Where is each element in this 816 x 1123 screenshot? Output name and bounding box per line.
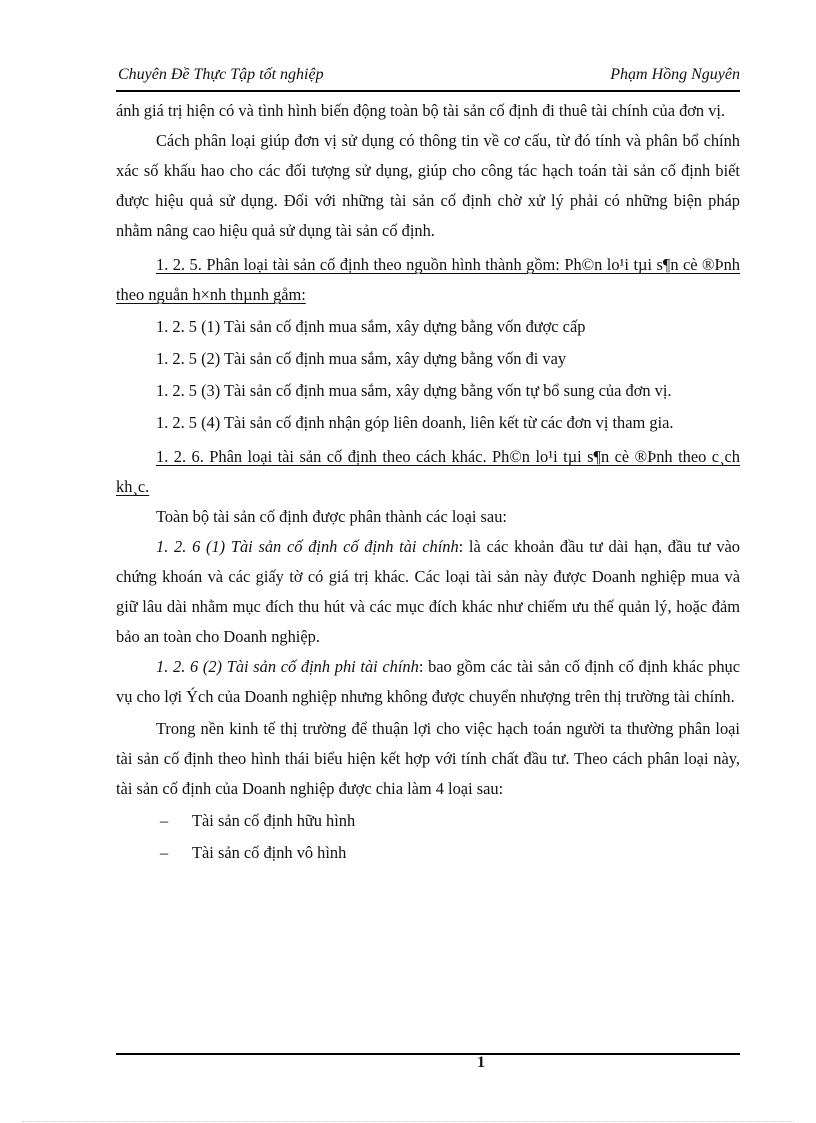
definition-financial-fixed-assets: : là các khoản đầu tư dài hạn, đầu tư vào chứng khoán và các giấy tờ có giá trị khác. Các loại tài sản này được Doanh nghiệp mua và giữ lâu dài nhằm mục đích thu hút và các mục đích khác như chiếm ưu thế quản lý, hoặc đảm bảo an toàn cho Doanh nghiệp. [116,537,740,646]
list-item-1-2-5-4: 1. 2. 5 (4) Tài sản cố định nhận góp liên doanh, liên kết từ các đơn vị tham gia. [156,413,674,432]
paragraph-financial-fixed-assets [116,532,740,652]
term-financial-fixed-assets: 1. 2. 6 (1) Tài sản cố định cố định tài chính [156,537,459,556]
header-author-name: Phạm Hồng Nguyên [610,66,740,83]
page-header [116,64,740,92]
document-body [116,96,740,868]
page-number: 1 [477,1054,485,1071]
bullet-item-intangible [116,838,740,868]
header-document-title: Chuyên Đề Thực Tập tốt nghiệp [118,66,324,83]
paragraph-continuation: ánh giá trị hiện có và tình hình biến động toàn bộ tài sản cố định đi thuê tài chính của đơn vị. [116,101,726,120]
section-heading-1-2-6-text: 1. 2. 6. Phân loại tài sản cố định theo cách khác. Ph©n lo¹i tµi s¶n cè ®Þnh theo c¸ch kh¸c. [116,447,740,496]
bullet-item-tangible [116,806,740,836]
page-break-divider [22,1121,794,1122]
list-item-1-2-5-2: 1. 2. 5 (2) Tài sản cố định mua sắm, xây dựng bằng vốn đi vay [156,349,567,368]
dash-bullet-icon: – [160,811,169,830]
definition-non-financial-fixed-assets: : bao gồm các tài sản cố định cố định khác phục vụ cho lợi Ých của Doanh nghiệp nhưng không được chuyển nhượng trên thị trường tài chính. [116,657,740,706]
paragraph-non-financial-fixed-assets [116,652,740,712]
dash-bullet-icon: – [160,843,169,862]
section-heading-1-2-5 [116,250,740,310]
section-heading-1-2-5-text: 1. 2. 5. Phân loại tài sản cố định theo nguồn hình thành gồm: Ph©n lo¹i tµi s¶n cè ®Þnh theo nguån h×nh thµnh gåm: [116,255,740,304]
paragraph-classification-benefit: Cách phân loại giúp đơn vị sử dụng có thông tin về cơ cấu, từ đó tính và phân bổ chính xác số khấu hao cho các đối tượng sử dụng, giúp cho công tác hạch toán tài sản cố định biết được hiệu quả sử dụng. Đối với những tài sản cố định chờ xử lý phải có những biện pháp nhằm nâng cao hiệu quả sử dụng tài sản cố định. [116,131,740,240]
list-item-1-2-5-3: 1. 2. 5 (3) Tài sản cố định mua sắm, xây dựng bằng vốn tự bổ sung của đơn vị. [156,381,672,400]
list-item-1-2-5-1: 1. 2. 5 (1) Tài sản cố định mua sắm, xây dựng bằng vốn được cấp [156,317,586,336]
bullet-text-intangible: Tài sản cố định vô hình [192,843,347,862]
term-non-financial-fixed-assets: 1. 2. 6 (2) Tài sản cố định phi tài chính [156,657,419,676]
paragraph-classification-intro: Toàn bộ tài sản cố định được phân thành các loại sau: [156,507,507,526]
section-heading-1-2-6 [116,442,740,502]
bullet-text-tangible: Tài sản cố định hữu hình [192,811,356,830]
paragraph-market-classification: Trong nền kinh tế thị trường để thuận lợi cho việc hạch toán người ta thường phân loại tài sản cố định theo hình thái biểu hiện kết hợp với tính chất đầu tư. Theo cách phân loại này, tài sản cố định của Doanh nghiệp được chia làm 4 loại sau: [116,719,740,798]
